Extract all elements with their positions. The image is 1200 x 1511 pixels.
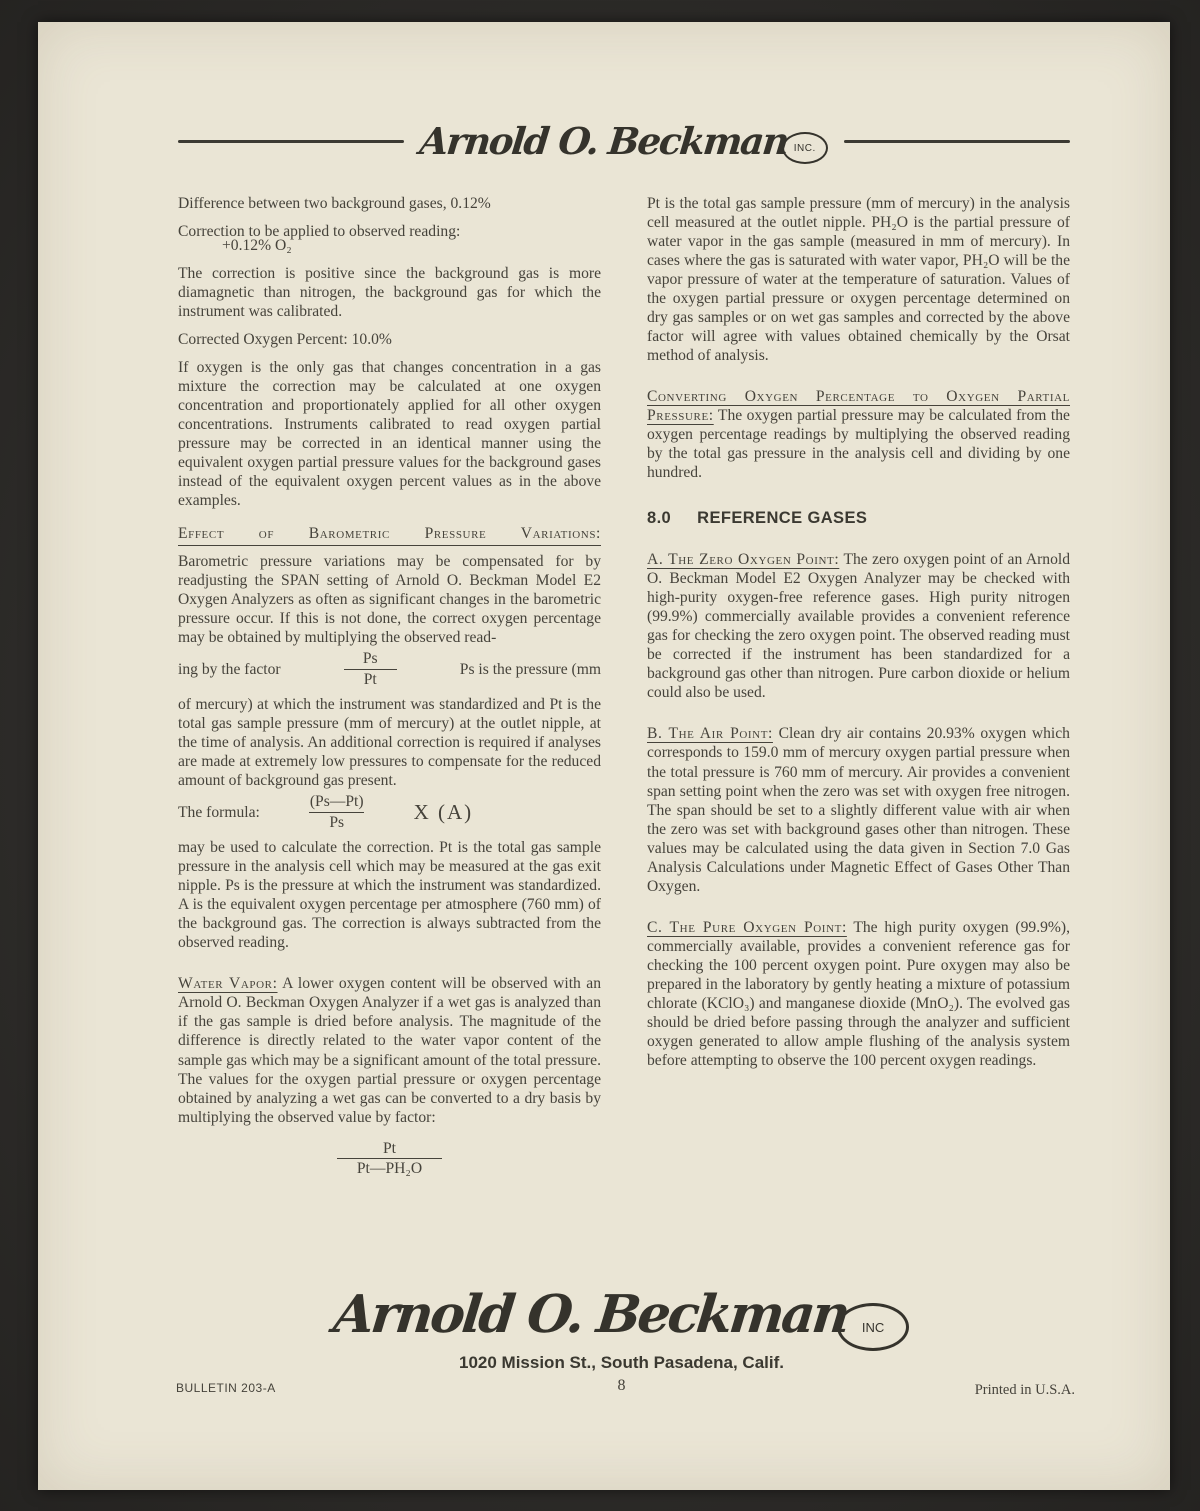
fraction-denominator: Ps bbox=[309, 812, 364, 832]
pure-oxygen-text: The high purity oxygen (99.9%), commercially available, provides a convenient reference gas for checking the 100 percent oxygen point. Pure oxygen may also be prepared in the laboratory by gently heating a mixture of potassium chlorate (KClO₃) and manganese dioxide (MnO₂). The evolved gas should be dried before passing through the analyzer and sufficient oxygen generated to allow ample flushing of the analysis system before attempting to observe the 100 percent oxygen readings. bbox=[647, 918, 1070, 1069]
factor-formula-line bbox=[178, 649, 601, 689]
formula-operator: X (A) bbox=[413, 799, 474, 824]
zero-oxygen-paragraph bbox=[647, 550, 1070, 702]
zero-oxygen-heading: A. The Zero Oxygen Point: bbox=[647, 551, 840, 569]
converting-paragraph bbox=[647, 387, 1070, 482]
beckman-logo-inc-badge: INC. bbox=[782, 132, 828, 164]
barometric-paragraph-1: Barometric pressure variations may be compensated for by readjusting the SPAN setting of Arnold O. Beckman Model E2 Oxygen Analyzers as often as significant changes in the barometric pressure occur. If this is not done, the correct oxygen percentage may be obtained by multiplying the observed read- bbox=[178, 553, 601, 647]
converting-text: The oxygen partial pressure may be calculated from the oxygen percentage readings by multiplying the observed reading by the total gas pressure in the analysis cell and dividing by one hundred. bbox=[647, 407, 1070, 482]
pure-oxygen-heading: C. The Pure Oxygen Point: bbox=[647, 918, 847, 936]
water-vapor-paragraph bbox=[178, 974, 601, 1126]
bulletin-number: BULLETIN 203-A bbox=[176, 1381, 276, 1395]
fraction-numerator: Pt bbox=[382, 1139, 396, 1157]
air-point-heading: B. The Air Point: bbox=[647, 725, 773, 743]
pt-over-pt-ph2o-fraction bbox=[337, 1139, 442, 1179]
beckman-logo-script: Arnold O. Beckman bbox=[417, 119, 791, 163]
beckman-logo-script: Arnold O. Beckman bbox=[330, 1283, 851, 1345]
zero-oxygen-text: The zero oxygen point of an Arnold O. Beckman Model E2 Oxygen Analyzer may be checked with high-purity oxygen-free reference gases. High purity nitrogen (99.9%) commercially available provides a convenient reference gas for checking the zero oxygen point. The observed reading must be corrected if the instrument has been standardized for a background gas other than nitrogen. Pure carbon dioxide or helium could also be used. bbox=[647, 551, 1070, 702]
ps-pt-over-ps-fraction bbox=[290, 792, 384, 832]
water-vapor-formula bbox=[178, 1139, 601, 1179]
factor-prefix-text: ing by the factor bbox=[178, 660, 281, 678]
reference-gases-heading bbox=[647, 508, 1070, 528]
beckman-footer-logo bbox=[330, 1277, 909, 1351]
formula-label: The formula: bbox=[178, 803, 260, 821]
converting-heading: Converting Oxygen Percentage to Oxygen Partial Pressure: bbox=[647, 388, 1070, 425]
pure-oxygen-paragraph bbox=[647, 918, 1070, 1070]
masthead-rule-left bbox=[178, 140, 404, 143]
document-page bbox=[38, 22, 1170, 1490]
page-footer bbox=[168, 1277, 1075, 1437]
fraction-numerator: (Ps—Pt) bbox=[309, 793, 364, 811]
pt-definition-paragraph: Pt is the total gas sample pressure (mm of mercury) in the analysis cell measured at the outlet nipple. PH₂O is the partial pressure of water vapor in the gas sample (measured in mm of mercury). In cases where the gas is saturated with water vapor, PH₂O will be the vapor pressure of water at the temperature of saturation. Values of the oxygen partial pressure or oxygen percentage determined on dry gas samples or on wet gas samples and corrected by the above factor will agree with values obtained chemically by the Orsat method of analysis. bbox=[647, 195, 1070, 365]
air-point-text: Clean dry air contains 20.93% oxygen which corresponds to 159.0 mm of mercury oxygen partial pressure when the total pressure is 760 mm of mercury. Air provides a convenient span setting point when the zero was set with oxygen free nitrogen. The span should be set to a slightly different value with air when the zero was set with background gases other than nitrogen. These values may be calculated using the data given in Section 7.0 Gas Analysis Calculations under Magnetic Effect of Gases Other Than Oxygen. bbox=[647, 725, 1070, 895]
printed-in-usa: Printed in U.S.A. bbox=[974, 1382, 1075, 1398]
body-columns bbox=[178, 194, 1070, 1179]
water-vapor-heading: Water Vapor: bbox=[178, 975, 278, 993]
section-number: 8.0 bbox=[647, 509, 672, 528]
fraction-denominator: Pt bbox=[344, 669, 397, 689]
beckman-logo-inc-badge: INC bbox=[837, 1303, 909, 1351]
section-title: REFERENCE GASES bbox=[697, 509, 868, 528]
positive-correction-paragraph: The correction is positive since the background gas is more diamagnetic than nitrogen, the background gas for which the instrument was calibrated. bbox=[178, 265, 601, 321]
factor-suffix-text: Ps is the pressure (mm bbox=[459, 660, 601, 678]
water-vapor-text: A lower oxygen content will be observed with an Arnold O. Beckman Oxygen Analyzer if a wet gas is analyzed than if the gas sample is dried before analysis. The magnitude of the difference is directly related to the water vapor content of the sample gas which may be a significant amount of the total pressure. The values for the oxygen partial pressure or oxygen percentage obtained by analyzing a wet gas can be converted to a dry basis by multiplying the observed value by factor: bbox=[178, 975, 601, 1126]
beckman-header-logo bbox=[404, 118, 843, 164]
barometric-heading: Effect of Barometric Pressure Variations: bbox=[178, 524, 601, 546]
air-point-paragraph bbox=[647, 724, 1070, 895]
barometric-paragraph-2: of mercury) at which the instrument was standardized and Pt is the total gas sample pressure (mm of mercury) at the outlet nipple, at the time of analysis. An additional correction is required if analyses are made at extremely low pressures to compensate for the reduced amount of background gas present. bbox=[178, 696, 601, 790]
proportion-paragraph: If oxygen is the only gas that changes concentration in a gas mixture the correction may be calculated at one oxygen concentration and proportionately applied for all other oxygen concentrations. Instruments calibrated to read oxygen partial pressure may be corrected in an identical manner using the equivalent oxygen partial pressure values for the background gases instead of the equivalent oxygen percent values as in the above examples. bbox=[178, 359, 601, 510]
masthead bbox=[178, 118, 1070, 164]
correction-label: Correction to be applied to observed reading: bbox=[178, 223, 461, 241]
right-column bbox=[647, 194, 1070, 1179]
masthead-rule-right bbox=[844, 140, 1070, 143]
correction-formula-line bbox=[178, 792, 601, 832]
page-number: 8 bbox=[617, 1377, 626, 1394]
barometric-paragraph-3: may be used to calculate the correction. Pt is the total gas sample pressure in the analysis cell which may be measured at the gas exit nipple. Ps is the pressure at which the instrument was standardized. A is the equivalent oxygen percentage per atmosphere (760 mm) of the background gas. The correction is always subtracted from the observed reading. bbox=[178, 839, 601, 952]
left-column bbox=[178, 194, 601, 1179]
correction-value: +0.12% O₂ bbox=[222, 237, 292, 255]
corrected-oxygen-line: Corrected Oxygen Percent: 10.0% bbox=[178, 331, 392, 349]
fraction-denominator: Pt—PH₂O bbox=[337, 1158, 442, 1178]
fraction-numerator: Ps bbox=[362, 650, 378, 668]
ps-over-pt-fraction bbox=[343, 649, 398, 689]
difference-line: Difference between two background gases, 0.12% bbox=[178, 195, 491, 212]
footer-address: 1020 Mission St., South Pasadena, Calif. bbox=[459, 1353, 784, 1372]
